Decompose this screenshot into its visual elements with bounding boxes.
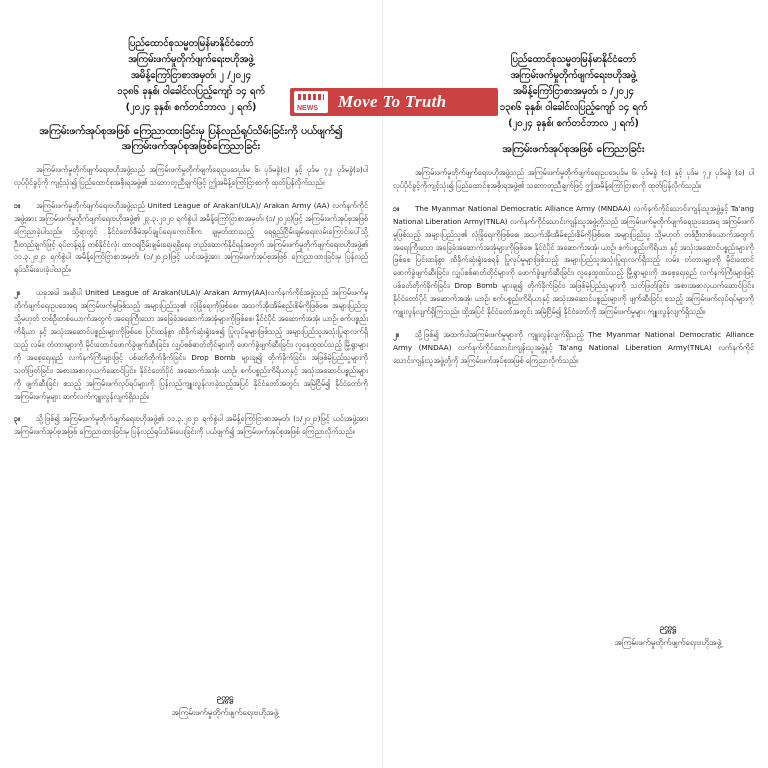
header-order-number: အမိန့်ကြော်ငြာစာအမှတ်၊ ၁ /၂၀၂၄	[513, 86, 634, 97]
document-title-line-2: အကြမ်းဖက်အုပ်စုအဖြစ်ကြေညာခြင်း	[121, 140, 261, 152]
watermark-text: Move To Truth	[338, 92, 447, 111]
paragraph-text: The Myanmar National Democratic Alliance Army (MNDAA) လက်နက်ကိုင်သောင်းကျန်းသူအဖွဲ့နှင့် Ta'ang National Liberation Army(TNLA) လက်နက်ကိုင်သောင်းကျန်းသူအဖွဲ့တို့သည် အကြမ်းဖက်မှုတိုက်ဖျက်ရေးဥပဒေအရ အကြမ်းဖက်မှုဖြစ်သည့် အများပြည်သူ၏ လုံခြုံရေးကိုဖြစ်စေ၊ အသက်အိုးအိမ်စည်းစိမ်ကိုဖြစ်စေ၊ အများပြည်သူ သို့မဟုတ် တစ်ဦးတစ်ယောက်အတွက် အရေးကြီးသော အခြေခံအဆောက်အအုံများကိုဖြစ်စေ၊ နိုင်ငံပိုင် အဆောက်အအုံ၊ ယာဉ်၊ စက်ပစ္စည်းကိရိယာ နှင့် အသုံးအဆောင်ပစ္စည်းများကိုဖြစ်စေ ပြင်းထန်စွာ ထိခိုက်ဆုံးရှုံးစေရန် ပြုလုပ်မှုများဖြစ်သည့် အများပြည်သူအသုံးပြုရာလက်ရှိသည့် လမ်း၊ တံတားများကို မိုင်းထောင်ဖောက်ခွဲဖျက်ဆီးခြင်း၊ လျှပ်စစ်ဓာတ်တိုင်များကို ဖောက်ခွဲဖျက်ဆီးခြင်း၊ လူနေထူထပ်သည့် မြို့ရွာများကို အစေ့ရေးရှည် လက်နက်ကြီးများဖြင့် ပစ်ခတ်တိုက်ခိုက်ခြင်း၊ Drop Bomb များချ၍ တိုက်ခိုက်ခြင်း၊ အဖြစ်မဲ့ပြည်သူများကို သတ်ဖြတ်ခြင်း၊ အစားအစာလုယက်ဆောင်ပြင်း၊ နိုင်ငံတော်ပိုင် အဆောက်အအုံ၊ ယာဉ်၊ စက်ပစ္စည်းကိရိယာနှင့် အသုံးအဆောင်ပစ္စည်းများကို ဖျက်ဆီးခြင်း စသည့် အကြမ်းဖက်လုပ်ရပ်များကို ကျူးလွန်လျက်ရှိကြသည်။ ထို့အပြင် နိုင်ငံတော်အတွင်း အမြဲငြိမ်၍ နိုင်ငံတော်ကို အကြမ်းဖက်မှုများ ကျူးလွန်လျက်ရှိသည်။	[393, 203, 754, 317]
header-myanmar-date: ၁၃၈၆ ခုနှစ်၊ ဝါခေါင်လပြည့်ကျော် ၁၄ ရက်	[499, 102, 648, 113]
paragraph-number: ၁။	[14, 200, 21, 210]
header-committee: အကြမ်းဖက်မှုတိုက်ဖျက်ရေးဗဟိုအဖွဲ့	[510, 70, 637, 81]
paragraph-number: ၁။	[393, 203, 400, 213]
header-gregorian-date: (၂၀၂၄ ခုနှစ်၊ စက်တင်ဘာလ ၂ ရက်)	[125, 102, 257, 113]
paragraph-number: ၃။	[14, 414, 21, 424]
signature-organization: အကြမ်းဖက်မှုတိုက်ဖျက်ရေးဗဟိုအဖွဲ့	[614, 637, 722, 647]
header-country: ပြည်ထောင်စုသမ္မတမြန်မာနိုင်ငံတော်	[510, 54, 637, 65]
header-committee: အကြမ်းဖက်မှုတိုက်ဖျက်ရေးဗဟိုအဖွဲ့	[128, 54, 254, 65]
paragraph-text: သို့ဖြစ်၍ အကြမ်းဖက်မှုတိုက်ဖျက်ရေးဗဟိုအဖွဲ့၏ ၁၁.၃.၂၀၂၁ ရက်စွဲပါ အမိန့်ကြော်ငြာစာအမှတ်၊ (၁/၂၀၂၁)ဖြင့် ယင်းအဖွဲ့အား အကြမ်းဖက်အုပ်စုအဖြစ် ကြေညာထားခြင်းမှ ပြန်လည်ရုပ်သိမ်းပေးခြင်းကို ပယ်ဖျက်၍ အကြမ်းဖက်အုပ်စုအဖြစ် ကြေညာလိုက်သည်။	[14, 414, 368, 437]
paragraph-text: အကြမ်းဖက်မှုတိုက်ဖျက်ရေးဗဟိုအဖွဲ့သည် United League of Arakan(ULA)/ Arakan Army (AA) လက်နက်ကိုင်အဖွဲ့အား အကြမ်းဖက်မှုတိုက်ဖျက်ရေးဗဟိုအဖွဲ့၏ ၂၃.၃.၂၀၂၀ ရက်စွဲပါ အမိန့်ကြော်ငြာစာအမှတ်၊ (၁/၂၀၂၀)ဖြင့် အကြမ်းဖက်အုပ်စုအဖြစ် ကြေညာခဲ့ပါသည်။ သို့ရာတွင် နိုင်ငံတော်စီမံအုပ်ချုပ်ရေးကောင်စီက ချမှတ်ထားသည့် ရေရှည်ငြိမ်းချမ်းရေးလမ်းကြောင်းပေါ်သို့ ဦးတည်ချက်ဖြင့် ရပ်တန့်ရန် တစ်နိုင်ငံလုံး ထာဝရငြိမ်းချမ်းရေးရရှိရေး တည်ဆောက်နိုင်ရန်အတွက် အကြမ်းဖက်မှုတိုက်ဖျက်ရေးဗဟိုအဖွဲ့၏ ၁၁.၃.၂၀၂၁ ရက်စွဲပါ အမိန့်ကြော်ငြာစာအမှတ်၊ (၁/၂၀၂၁)ဖြင့် ယင်းအဖွဲ့အား အကြမ်းဖက်အုပ်စုအဖြစ် ကြေညာထားခြင်းမှ ပြန်လည်ရုပ်သိမ်းပေးခဲ့ပါသည်။	[14, 200, 368, 275]
paragraph-1	[14, 200, 368, 277]
signature-block	[120, 690, 330, 720]
signature-organization: အကြမ်းဖက်မှုတိုက်ဖျက်ရေးဗဟိုအဖွဲ့	[171, 707, 279, 717]
intro-paragraph: အကြမ်းဖက်မှုတိုက်ဖျက်ရေးဗဟိုအဖွဲ့သည် အကြမ်းဖက်မှုတိုက်ဖျက်ရေးဥပဒေပုဒ်မ ၆၊ ပုဒ်မခွဲ (င) နှင့် ပုဒ်မ ၇၂၊ ပုဒ်မခွဲ (ခ) ပါ လုပ်ပိုင်ခွင့်ကိုကျင့်သုံး၍ ပြည်ထောင်စုအစိုးရအဖွဲ့၏ သဘောတူညီချက်ဖြင့် ဤအမိန့်ကြော်ငြာစာကို ထုတ်ပြန်လိုက်သည်။	[393, 168, 754, 190]
header-country: ပြည်ထောင်စုသမ္မတမြန်မာနိုင်ငံတော်	[128, 38, 254, 49]
signature-block	[583, 620, 753, 650]
news-watermark	[290, 88, 498, 116]
paragraph-2	[14, 287, 368, 403]
paragraph-number: ၂။	[14, 288, 20, 298]
document-title-line-1: အကြမ်းဖက်အုပ်စုအဖြစ် ကြေညာထားခြင်းမှ ပြန်လည်ရုပ်သိမ်းခြင်းကို ပယ်ဖျက်၍	[39, 125, 343, 137]
paragraph-text: သို့ဖြစ်၍ အထက်ပါအကြမ်းဖက်မှုများကို ကျူးလွန်လျက်ရှိသည့် The Myanmar National Democratic Alliance Army (MNDAA) လက်နက်ကိုင်သောင်းကျန်းသူအဖွဲ့နှင့် Ta'ang National Liberation Army(TNLA) လက်နက်ကိုင်သောင်းကျန်းသူအဖွဲ့တို့ကို အကြမ်းဖက်အုပ်စုအဖြစ် ကြေညာလိုက်သည်။	[393, 329, 754, 365]
signature-title: ဉက္ကဋ္ဌ	[659, 623, 677, 632]
news-logo-icon	[294, 91, 328, 113]
header-myanmar-date: ၁၃၈၆ ခုနှစ်၊ ဝါခေါင်လပြည့်ကျော် ၁၄ ရက်	[117, 86, 265, 97]
document-title	[14, 124, 368, 154]
paragraph-1	[393, 203, 754, 319]
header-gregorian-date: (၂၀၂၄ ခုနှစ်၊ စက်တင်ဘာလ ၂ ရက်)	[508, 118, 639, 129]
signature-title: ဉက္ကဋ္ဌ	[216, 693, 234, 702]
paragraph-3	[14, 413, 368, 439]
paragraph-text: ယခုအခါ အဆိုပါ United League of Arakan(ULA)/ Arakan Army(AA)လက်နက်ကိုင်အဖွဲ့သည် အကြမ်းဖက်မှုတိုက်ဖျက်ရေးဥပဒေအရ အကြမ်းဖက်မှုဖြစ်သည့် အများပြည်သူ၏ လုံခြုံရေးကိုဖြစ်စေ၊ အသက်အိုးအိမ်စည်းစိမ်ကိုဖြစ်စေ၊ အများပြည်သူ သို့မဟုတ် တစ်ဦးတစ်ယောက်အတွက် အရေးကြီးသော အခြေခံအဆောက်အအုံများကိုဖြစ်စေ၊ နိုင်ငံပိုင် အဆောက်အအုံ၊ ယာဉ်၊ စက်ပစ္စည်းကိရိယာ နှင့် အသုံးအဆောင်ပစ္စည်းများကိုဖြစ်စေ ပြင်းထန်စွာ ထိခိုက်ဆုံးရှုံးစေ၍ ပြုလုပ်မှုများဖြစ်သည့် အများပြည်သူအသုံးပြုရာလက်ရှိသည့် လမ်း၊ တံတားများကို မိုင်းထောင်ဖောက်ခွဲဖျက်ဆီးခြင်း၊ လျှပ်စစ်ဓာတ်တိုင်များကို ဖောက်ခွဲဖျက်ဆီးခြင်း၊ လူနေထူထပ်သည့် မြို့ရွာများကို အစေ့ရေးရှည် လက်နက်ကြီးများဖြင့် ပစ်ခတ်တိုက်ခိုက်ခြင်း၊ Drop Bomb များချ၍ တိုက်ခိုက်ခြင်း၊ အဖြစ်မဲ့ပြည်သူများကို သတ်ဖြတ်ခြင်း၊ အစားအစာလုယက်ဆောင်ပြင်း၊ နိုင်ငံတော်ပိုင် အဆောက်အအုံ၊ ယာဉ်၊ စက်ပစ္စည်းကိရိယာနှင့် အသုံးအဆောင်ပစ္စည်းများကို ဖျက်ဆီးခြင်း စသည့် အကြမ်းဖက်လုပ်ရပ်များကို ပြန်လည်ကျူးလွန်လာခဲ့သည့်အပြင် နိုင်ငံတော်အတွင်း အမြဲငြိမ်၍ နိုင်ငံတော်ကို အကြမ်းဖက်မှုများ ဆက်လက်ကျူးလွန်လျက်ရှိသည်။	[14, 288, 368, 401]
intro-paragraph: အကြမ်းဖက်မှုတိုက်ဖျက်ရေးဗဟိုအဖွဲ့သည် အကြမ်းဖက်မှုတိုက်ဖျက်ရေးဥပဒေပုဒ်မ ၆၊ ပုဒ်မခွဲ(င) နှင့် ပုဒ်မ ၇၂၊ ပုဒ်မခွဲ(ခ)ပါ လုပ်ပိုင်ခွင့်ကို ကျင့်သုံး၍ ပြည်ထောင်စုအစိုးရအဖွဲ့၏ သဘောတူညီချက်ဖြင့် ဤအမိန့်ကြော်ငြာစာကို ထုတ်ပြန်လိုက်သည်။	[14, 165, 368, 187]
paragraph-number: ၂။	[393, 329, 399, 339]
document-title: အကြမ်းဖက်အုပ်စုအဖြစ် ကြေညာခြင်း	[502, 143, 645, 155]
news-logo-text: NEWS	[297, 105, 318, 112]
header-order-number: အမိန့်ကြော်ငြာစာအမှတ်၊ ၂ /၂၀၂၄	[130, 70, 252, 81]
paragraph-2	[393, 329, 754, 368]
